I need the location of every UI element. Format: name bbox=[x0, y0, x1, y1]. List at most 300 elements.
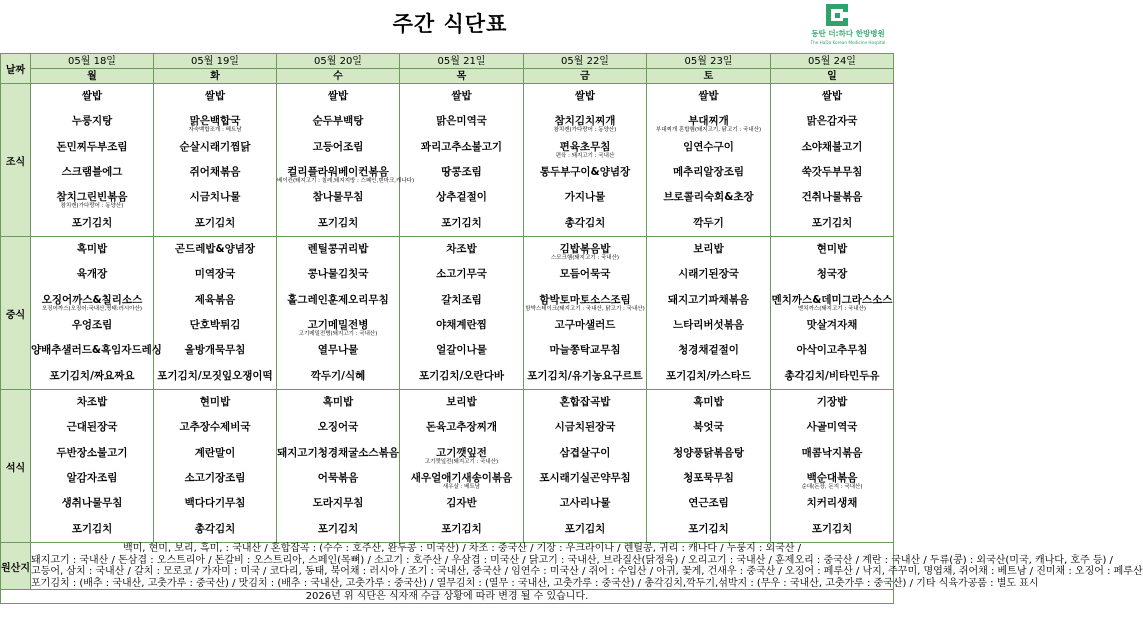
day-date: 05월 21일 bbox=[400, 54, 524, 69]
dish-name: 총각김치 bbox=[564, 216, 606, 229]
dish bbox=[31, 262, 153, 287]
dish-name: 계란말이 bbox=[194, 446, 236, 459]
notice: 2026년 위 식단은 식자재 수급 상황에 따라 변경 될 수 있습니다. bbox=[1, 590, 894, 604]
dish-name: 부대찌개 bbox=[688, 115, 729, 128]
dish-name: 가지나물 bbox=[564, 191, 606, 204]
day-date: 05월 23일 bbox=[647, 54, 771, 69]
dish bbox=[524, 211, 646, 236]
dish bbox=[154, 84, 276, 109]
dish-name: 포기김치/카스타드 bbox=[666, 369, 751, 382]
dish bbox=[647, 364, 770, 389]
dish-name: 쌀밥 bbox=[204, 90, 226, 103]
origin-label: 원산지 bbox=[1, 543, 31, 590]
dish bbox=[771, 364, 893, 389]
dish-name: 매콤낙지볶음 bbox=[801, 446, 863, 459]
dish bbox=[400, 109, 523, 134]
dish-name: 청경채겉절이 bbox=[678, 344, 739, 357]
dish bbox=[31, 160, 153, 185]
page-title: 주간 식단표 bbox=[392, 12, 508, 36]
dish-name: 포기김치 bbox=[811, 522, 853, 535]
dish-name: 모듬어묵국 bbox=[559, 268, 611, 281]
dish bbox=[400, 415, 523, 440]
dish-name: 우엉조림 bbox=[71, 319, 113, 331]
dish bbox=[31, 441, 153, 466]
dish-name: 포기김치/모짓잎오쟁이떡 bbox=[157, 369, 273, 382]
dish-name: 김밥볶음밥 bbox=[559, 243, 611, 256]
dish-name: 새우얼애기새송이볶음 bbox=[410, 472, 513, 484]
dish-name: 스크램블에그 bbox=[61, 166, 123, 178]
dish bbox=[400, 390, 523, 415]
dish bbox=[647, 84, 770, 109]
dish-name: 참치그린빈볶음 bbox=[56, 191, 128, 204]
dish-origin-note: 부대찌개 혼합햄(돼지고기, 닭고기 : 국내산) bbox=[655, 127, 762, 134]
lunch-menu-cell bbox=[524, 237, 647, 390]
breakfast-menu-cell bbox=[277, 84, 415, 237]
breakfast-menu-cell bbox=[771, 84, 894, 237]
dish-name: 맛살겨자채 bbox=[806, 319, 858, 331]
dish-name: 고기깻잎전 bbox=[436, 446, 487, 459]
dish bbox=[400, 135, 523, 160]
dish bbox=[277, 338, 399, 363]
dish-name: 기장밥 bbox=[816, 396, 848, 409]
dish bbox=[154, 517, 276, 542]
dish-origin-note: 새우살 : 베트남 bbox=[442, 484, 481, 490]
dish-origin-note: 오징어까스(오징어:국내산,명태:러시아산) bbox=[41, 305, 143, 312]
dish bbox=[31, 517, 153, 542]
dish-name: 브로콜리숙회&초장 bbox=[663, 191, 754, 204]
dinner-menu-cell bbox=[154, 390, 277, 543]
dish-name: 포기김치 bbox=[441, 216, 482, 229]
dish bbox=[277, 466, 399, 491]
dish bbox=[154, 288, 276, 313]
dish-name: 백순대볶음 bbox=[806, 472, 858, 484]
dish-name: 보리밥 bbox=[693, 243, 724, 256]
dish-name: 포시래기실곤약무침 bbox=[539, 472, 631, 484]
dish bbox=[647, 160, 770, 185]
dish bbox=[524, 313, 646, 338]
lunch-menu-cell bbox=[647, 237, 771, 390]
dish bbox=[647, 466, 770, 491]
dish-name: 포기김치 bbox=[811, 216, 853, 229]
dish-name: 총각김치/비타민두유 bbox=[784, 369, 880, 382]
dish bbox=[154, 313, 276, 338]
dinner-menu-cell bbox=[31, 390, 154, 543]
dish-name: 쌀밥 bbox=[698, 90, 719, 103]
dish-origin-note: 스모크햄(돼지고기 : 국내산) bbox=[550, 255, 620, 262]
dish-name: 맑은미역국 bbox=[436, 115, 487, 128]
dish bbox=[154, 415, 276, 440]
dish bbox=[277, 288, 399, 313]
dish bbox=[400, 185, 523, 210]
dish-name: 쌀밥 bbox=[821, 90, 843, 103]
day-of-week: 일 bbox=[771, 69, 894, 84]
dish-name: 보리밥 bbox=[446, 396, 477, 409]
lunch-label: 중식 bbox=[1, 237, 31, 390]
dish-name: 돼지고기파채볶음 bbox=[667, 293, 750, 306]
dinner-menu-cell bbox=[400, 390, 524, 543]
dish bbox=[31, 390, 153, 415]
lunch-menu-cell bbox=[400, 237, 524, 390]
dish bbox=[647, 135, 770, 160]
dish-name: 올방개묵무침 bbox=[184, 344, 246, 357]
dish-name: 소야채불고기 bbox=[801, 140, 863, 153]
origin-line: 돼지고기 : 국내산 / 돈삼겹 : 오스트리아 / 돈갈비 : 오스트리아, 스페인(목뼈) / 소고기 : 호주산 / 우삼겹 : 미국산 / 닭고기 : 국내산, 브라질산(닭정육) / 오리고기 : 국내산 / 훈제오리 : 중국산 / 계란 : 국내산 / 두류(콩) : 외국산(미국, 캐나다, 호주 등) / bbox=[31, 554, 1113, 566]
dish-name: 청국장 bbox=[816, 268, 848, 281]
dish-name: 어묵볶음 bbox=[317, 472, 359, 484]
dish-name: 사골미역국 bbox=[806, 421, 858, 434]
dish bbox=[400, 262, 523, 287]
dish-name: 포기김치 bbox=[317, 216, 359, 229]
dish-origin-note: 베이컨(돼지고기 : 칠레,돼지지방 : 스페인,덴마크,캐나다) bbox=[277, 178, 415, 184]
dish bbox=[400, 313, 523, 338]
dish-name: 쌀밥 bbox=[81, 90, 103, 103]
dish bbox=[31, 288, 153, 313]
dish bbox=[771, 338, 893, 363]
dish bbox=[277, 313, 399, 338]
dish bbox=[647, 491, 770, 516]
dish bbox=[31, 84, 153, 109]
dish-name: 땅콩조림 bbox=[441, 166, 482, 178]
dish bbox=[277, 109, 399, 134]
day-of-week: 화 bbox=[154, 69, 277, 84]
dish-name: 포기김치 bbox=[441, 522, 482, 535]
dish-name: 곤드레밥&양념장 bbox=[174, 243, 256, 256]
dish bbox=[154, 390, 276, 415]
dish bbox=[400, 441, 523, 466]
dish-name: 돈육고추장찌개 bbox=[425, 421, 497, 434]
date-header: 날짜 bbox=[1, 54, 31, 84]
dish-name: 포기김치/오란다바 bbox=[419, 369, 504, 382]
dish bbox=[771, 288, 893, 313]
dish bbox=[31, 211, 153, 236]
dish-name: 포기김치 bbox=[564, 522, 606, 535]
dish bbox=[277, 237, 399, 262]
dish bbox=[154, 135, 276, 160]
dish bbox=[524, 185, 646, 210]
dish-name: 포기김치/유기농요구르트 bbox=[527, 369, 643, 382]
dish-name: 미역장국 bbox=[194, 268, 236, 281]
dish-origin-note: 자숙백합조개 : 베트남 bbox=[188, 127, 242, 134]
dish bbox=[277, 390, 399, 415]
dish bbox=[400, 160, 523, 185]
menu-table bbox=[0, 53, 1143, 604]
dish bbox=[647, 517, 770, 542]
dish bbox=[400, 84, 523, 109]
breakfast-menu-cell bbox=[524, 84, 647, 237]
dish-name: 아삭이고추무침 bbox=[796, 344, 868, 357]
dish bbox=[400, 288, 523, 313]
dish-name: 소고기장조림 bbox=[184, 472, 246, 484]
dish bbox=[277, 135, 399, 160]
breakfast-menu-cell bbox=[400, 84, 524, 237]
dish-name: 임연수구이 bbox=[683, 140, 734, 153]
dinner-menu-cell bbox=[771, 390, 894, 543]
dish-origin-note: 편육 : 돼지고기 : 국내산 bbox=[555, 152, 615, 159]
dish bbox=[524, 415, 646, 440]
dish-name: 두반장소불고기 bbox=[56, 446, 128, 459]
lunch-menu-cell bbox=[154, 237, 277, 390]
dish-name: 포기김치 bbox=[317, 522, 359, 535]
dish bbox=[154, 262, 276, 287]
dish-name: 현미밥 bbox=[816, 243, 848, 256]
origin-info bbox=[31, 543, 1143, 590]
dish bbox=[771, 491, 893, 516]
breakfast-menu-cell bbox=[154, 84, 277, 237]
dish bbox=[771, 135, 893, 160]
dish-origin-note: 고기메밀전병(돼지고기 : 국내산) bbox=[298, 331, 378, 337]
dish-name: 함박토마토소스조림 bbox=[539, 293, 631, 306]
dish-origin-note: 함박스테이크(돼지고기 : 국내산, 닭고기 : 국내산) bbox=[525, 305, 645, 312]
dish bbox=[647, 237, 770, 262]
dish-name: 참나물무침 bbox=[312, 191, 364, 204]
dish-name: 고추장수제비국 bbox=[179, 421, 251, 434]
dish-name: 치커리생채 bbox=[806, 497, 858, 510]
dish bbox=[154, 185, 276, 210]
dish bbox=[771, 390, 893, 415]
dish bbox=[524, 364, 646, 389]
dish bbox=[31, 237, 153, 262]
dish bbox=[31, 415, 153, 440]
dish bbox=[154, 364, 276, 389]
dish bbox=[524, 109, 646, 134]
dish bbox=[524, 491, 646, 516]
dish bbox=[31, 338, 162, 363]
breakfast-menu-cell bbox=[31, 84, 154, 237]
dish-name: 컬리플라워베이컨볶음 bbox=[287, 166, 389, 178]
dish-name: 쌀밥 bbox=[327, 90, 349, 103]
dish bbox=[400, 517, 523, 542]
dish-name: 맑은감자국 bbox=[806, 115, 858, 128]
dish-name: 편육초무침 bbox=[559, 140, 611, 153]
dish-name: 포기김치 bbox=[194, 216, 236, 229]
dinner-label: 석식 bbox=[1, 390, 31, 543]
dish-name: 렌틸콩귀리밥 bbox=[307, 243, 369, 256]
dish bbox=[400, 491, 523, 516]
dish-name: 돈민찌두부조림 bbox=[56, 140, 128, 153]
dish bbox=[31, 491, 153, 516]
dish-name: 흑미밥 bbox=[76, 243, 108, 256]
dish bbox=[647, 262, 770, 287]
dish-name: 통두부구이&양념장 bbox=[539, 166, 631, 178]
dish bbox=[771, 517, 893, 542]
dish bbox=[154, 109, 276, 134]
day-date: 05월 22일 bbox=[524, 54, 647, 69]
day-of-week: 금 bbox=[524, 69, 647, 84]
dish-name: 열무나물 bbox=[317, 344, 359, 357]
dish bbox=[524, 84, 646, 109]
dish bbox=[31, 109, 153, 134]
dish bbox=[524, 517, 646, 542]
dish bbox=[647, 338, 770, 363]
dish bbox=[154, 338, 276, 363]
dish-name: 소고기무국 bbox=[436, 268, 487, 281]
dish-name: 포기김치 bbox=[688, 522, 729, 535]
dish-name: 쌀밥 bbox=[574, 90, 596, 103]
dish bbox=[277, 441, 399, 466]
lunch-menu-cell bbox=[31, 237, 162, 390]
dish bbox=[771, 466, 893, 491]
dish-name: 야채계란찜 bbox=[436, 319, 487, 331]
dish bbox=[647, 415, 770, 440]
dish-name: 상추겉절이 bbox=[436, 191, 487, 204]
dish-name: 청포묵무침 bbox=[683, 472, 734, 484]
hospital-logo bbox=[796, 4, 900, 52]
dish-name: 고등어조림 bbox=[312, 140, 364, 153]
dish bbox=[647, 441, 770, 466]
dish bbox=[524, 237, 646, 262]
dish bbox=[154, 160, 276, 185]
day-date: 05월 18일 bbox=[31, 54, 154, 69]
dish bbox=[154, 466, 276, 491]
dish-name: 총각김치 bbox=[194, 522, 236, 535]
dish bbox=[277, 84, 399, 109]
dish bbox=[277, 160, 415, 185]
dish-name: 포기김치/짜요짜요 bbox=[49, 369, 135, 382]
dish bbox=[154, 211, 276, 236]
dish-name: 고구마샐러드 bbox=[554, 319, 616, 331]
dish-name: 쥐어채볶음 bbox=[189, 166, 241, 178]
dish bbox=[524, 466, 646, 491]
origin-line: 포기김치 : (배추 : 국내산, 고춧가루 : 중국산) / 맛김치 : (배추 : 국내산, 고춧가루 : 중국산) / 열무김치 : (열무 : 국내산, 고춧가루 : 중국산) / 총각김치,깍두기,섞박지 : (무우 : 국내산, 고춧가루 : 중국산) / 기타 식육가공품 : 별도 표시 bbox=[31, 577, 1039, 589]
dish-name: 흑미밥 bbox=[693, 396, 724, 409]
dish-name: 양배추샐러드&흑임자드레싱 bbox=[31, 344, 162, 357]
dish bbox=[277, 262, 399, 287]
dish-name: 연근조림 bbox=[688, 497, 729, 510]
dish-name: 시금치나물 bbox=[189, 191, 241, 204]
logo-name: 동탄 더:하다 한방병원 bbox=[811, 29, 885, 38]
dish-name: 고기메밀전병 bbox=[307, 319, 369, 331]
dish-name: 도라지무침 bbox=[312, 497, 364, 510]
dish-name: 마늘쫑탁교무침 bbox=[549, 344, 621, 357]
dish bbox=[524, 262, 646, 287]
dish bbox=[400, 237, 523, 262]
dish bbox=[277, 185, 399, 210]
dish bbox=[647, 185, 770, 210]
dish-name: 육개장 bbox=[76, 268, 108, 281]
dish bbox=[771, 441, 893, 466]
dish bbox=[647, 109, 770, 134]
dish-name: 시금치된장국 bbox=[554, 421, 616, 434]
dish bbox=[771, 313, 893, 338]
dish bbox=[771, 84, 893, 109]
dish bbox=[400, 211, 523, 236]
dish bbox=[31, 466, 153, 491]
origin-line: 백미, 현미, 보리, 흑미, : 국내산 / 혼합잡곡 : (수수 : 호주산, 완두콩 : 미국산) / 차조 : 중국산 / 기장 : 우크라이나 / 렌틸콩, 귀리 : 캐나다 / 누룽지 : 외국산 / bbox=[122, 543, 802, 554]
dish-origin-note: 고기깻잎전(돼지고기 : 국내산) bbox=[424, 458, 499, 465]
day-of-week: 수 bbox=[277, 69, 400, 84]
dish-name: 삼겹살구이 bbox=[559, 446, 611, 459]
dish-name: 차조밥 bbox=[76, 396, 108, 409]
dish-name: 돼지고기청경채굴소스볶음 bbox=[277, 446, 399, 459]
dish bbox=[771, 211, 893, 236]
dish-name: 순두부백탕 bbox=[312, 115, 364, 128]
dish-origin-note: 순대(돈장, 돈지 : 국내산) bbox=[801, 484, 863, 490]
dish bbox=[154, 491, 276, 516]
dish bbox=[771, 262, 893, 287]
dish-name: 백다다기무침 bbox=[184, 497, 246, 510]
dish-name: 차조밥 bbox=[446, 243, 477, 256]
dish-name: 알감자조림 bbox=[66, 472, 118, 484]
dish bbox=[400, 364, 523, 389]
dish-name: 오징어국 bbox=[317, 421, 359, 434]
dish-name: 맑은백합국 bbox=[189, 115, 241, 128]
breakfast-menu-cell bbox=[647, 84, 771, 237]
dish-name: 포기김치 bbox=[71, 522, 113, 535]
dinner-menu-cell bbox=[277, 390, 400, 543]
dish bbox=[524, 390, 646, 415]
dish-name: 혼합잡곡밥 bbox=[559, 396, 611, 409]
dish bbox=[524, 288, 646, 313]
dish-name: 청양풍닭볶음탕 bbox=[672, 446, 744, 459]
dish-name: 깍두기 bbox=[693, 216, 724, 229]
dish bbox=[771, 160, 893, 185]
dish-name: 북엇국 bbox=[693, 421, 724, 434]
lunch-menu-cell bbox=[277, 237, 400, 390]
dish-name: 누룽지탕 bbox=[71, 115, 113, 128]
dish-name: 멘치까스&데미그라스소스 bbox=[771, 293, 893, 306]
day-date: 05월 19일 bbox=[154, 54, 277, 69]
dish bbox=[154, 237, 276, 262]
dish-name: 현미밥 bbox=[199, 396, 231, 409]
dish bbox=[31, 135, 153, 160]
dish bbox=[771, 109, 893, 134]
dish bbox=[154, 441, 276, 466]
dish-name: 시래기된장국 bbox=[678, 268, 739, 281]
dish bbox=[400, 466, 523, 491]
day-of-week: 월 bbox=[31, 69, 154, 84]
dish-name: 느타리버섯볶음 bbox=[672, 319, 744, 331]
dish-name: 오징어까스&칠리소스 bbox=[41, 293, 143, 306]
dish-origin-note: 참치캔(가다랑어 : 동양산) bbox=[60, 203, 124, 210]
dish-name: 단호박튀김 bbox=[189, 319, 241, 331]
logo-mark-icon bbox=[826, 4, 848, 26]
dish bbox=[277, 211, 399, 236]
dish bbox=[524, 160, 646, 185]
dish-name: 생취나물무침 bbox=[61, 497, 123, 510]
dish bbox=[524, 441, 646, 466]
dish bbox=[31, 313, 153, 338]
dish-name: 김자반 bbox=[446, 497, 477, 510]
dish-origin-note: 멘치까스(돼지고기 : 국내산) bbox=[797, 305, 867, 312]
breakfast-label: 조식 bbox=[1, 84, 31, 237]
dish bbox=[277, 415, 399, 440]
dish bbox=[277, 364, 399, 389]
dish bbox=[647, 390, 770, 415]
dish bbox=[524, 338, 646, 363]
lunch-menu-cell bbox=[771, 237, 894, 390]
dish bbox=[277, 517, 399, 542]
dish-name: 쑥갓두부무침 bbox=[801, 166, 863, 178]
dinner-menu-cell bbox=[524, 390, 647, 543]
dish bbox=[31, 364, 153, 389]
logo-subtitle: The HaDa Korean Medicine Hospital bbox=[810, 40, 886, 45]
dish-name: 홀그레인훈제오리무침 bbox=[287, 293, 389, 306]
dish-name: 콩나물김칫국 bbox=[307, 268, 369, 281]
dish-name: 꽈리고추소불고기 bbox=[420, 140, 503, 153]
dish bbox=[771, 185, 893, 210]
dish bbox=[277, 491, 399, 516]
dish-name: 건취나물볶음 bbox=[801, 191, 863, 204]
dish bbox=[647, 211, 770, 236]
dish-name: 쌀밥 bbox=[451, 90, 472, 103]
dish-name: 메추리알장조림 bbox=[672, 166, 744, 178]
dish-name: 흑미밥 bbox=[322, 396, 354, 409]
dish bbox=[31, 185, 153, 210]
dish-name: 포기김치 bbox=[71, 216, 113, 229]
dish-name: 제육볶음 bbox=[194, 293, 236, 306]
dish bbox=[524, 135, 646, 160]
dish-name: 참치김치찌개 bbox=[554, 115, 616, 128]
